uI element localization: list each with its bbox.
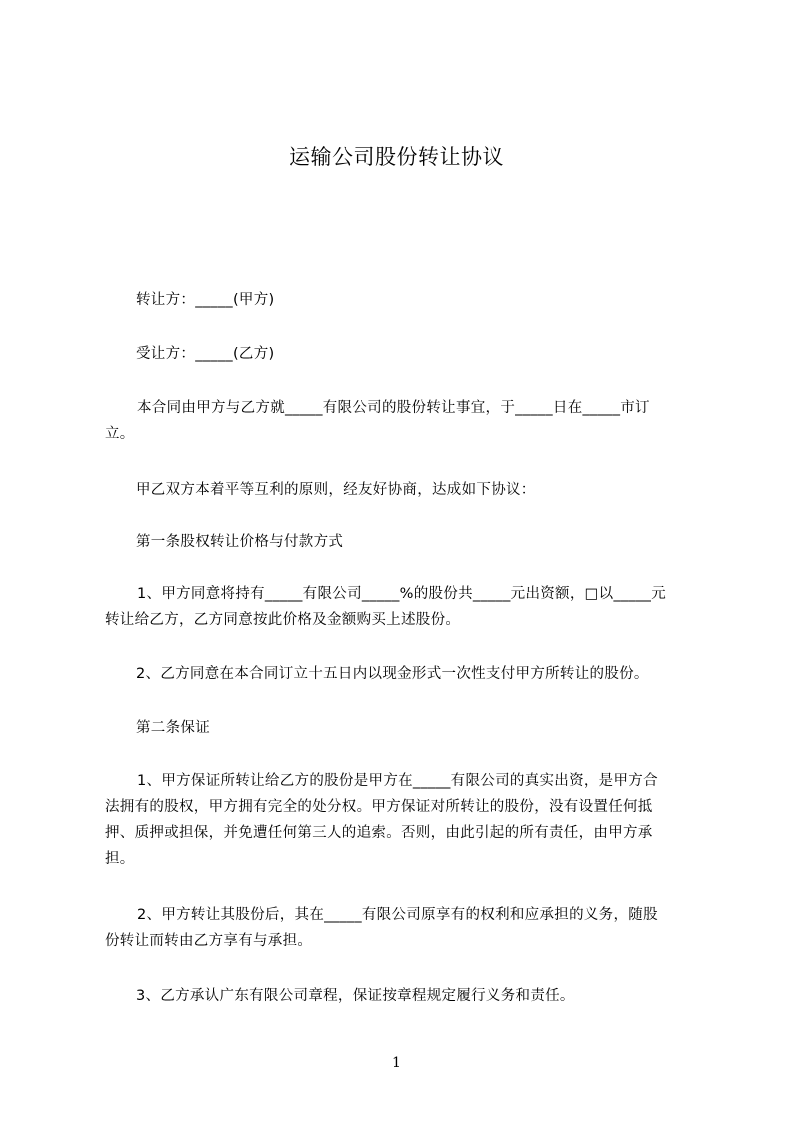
- article1-title: 第一条股权转让价格与付款方式: [136, 534, 344, 550]
- transferor-paragraph: [105, 287, 705, 313]
- a1-item1-line-2: 转让给乙方，乙方同意按此价格及金额购买上述股份。: [105, 612, 461, 628]
- a2-item3-line: 3、乙方承认广东有限公司章程，保证按章程规定履行义务和责任。: [136, 988, 575, 1004]
- transferee-line: 受让方：_____(乙方): [136, 346, 275, 362]
- a2-item1-line-3: 押、质押或担保，并免遭任何第三人的追索。否则，由此引起的所有责任，由甲方承: [105, 825, 653, 841]
- article2-title: 第二条保证: [136, 720, 210, 736]
- a1-item1-line-1: 1、甲方同意将持有_____有限公司_____%的股份共_____元出资额，□以_____元: [137, 586, 667, 602]
- transferee-paragraph: [105, 341, 705, 367]
- page-number: 1: [392, 1055, 401, 1071]
- intro-line-1: 本合同由甲方与乙方就_____有限公司的股份转让事宜，于_____日在_____市订: [137, 400, 650, 416]
- a2-item1-line-2: 法拥有的股权，甲方拥有完全的处分权。甲方保证对所转让的股份，没有设置任何抵: [105, 799, 653, 815]
- article1-item1-paragraph: [105, 581, 705, 633]
- article2-heading: [105, 715, 705, 741]
- principle-paragraph: [105, 477, 705, 503]
- a2-item2-line-1: 2、甲方转让其股份后，其在_____有限公司原享有的权利和应承担的义务，随股: [137, 907, 658, 923]
- article1-item2-paragraph: [105, 661, 705, 687]
- a1-item2-line: 2、乙方同意在本合同订立十五日内以现金形式一次性支付甲方所转让的股份。: [136, 666, 649, 682]
- transferor-line: 转让方：_____(甲方): [136, 292, 275, 308]
- a2-item1-line-1: 1、甲方保证所转让给乙方的股份是甲方在_____有限公司的真实出资，是甲方合: [137, 773, 658, 789]
- article1-heading: [105, 529, 705, 555]
- document-title: 运输公司股份转让协议: [289, 145, 504, 169]
- principle-line: 甲乙双方本着平等互利的原则，经友好协商，达成如下协议：: [136, 482, 536, 498]
- a2-item1-line-4: 担。: [105, 851, 135, 867]
- article2-item3-paragraph: [105, 983, 705, 1009]
- intro-paragraph: [105, 395, 705, 447]
- a2-item2-line-2: 份转让而转由乙方享有与承担。: [105, 933, 313, 949]
- article2-item1-paragraph: [105, 768, 705, 872]
- intro-line-2: 立。: [105, 426, 135, 442]
- article2-item2-paragraph: [105, 902, 705, 954]
